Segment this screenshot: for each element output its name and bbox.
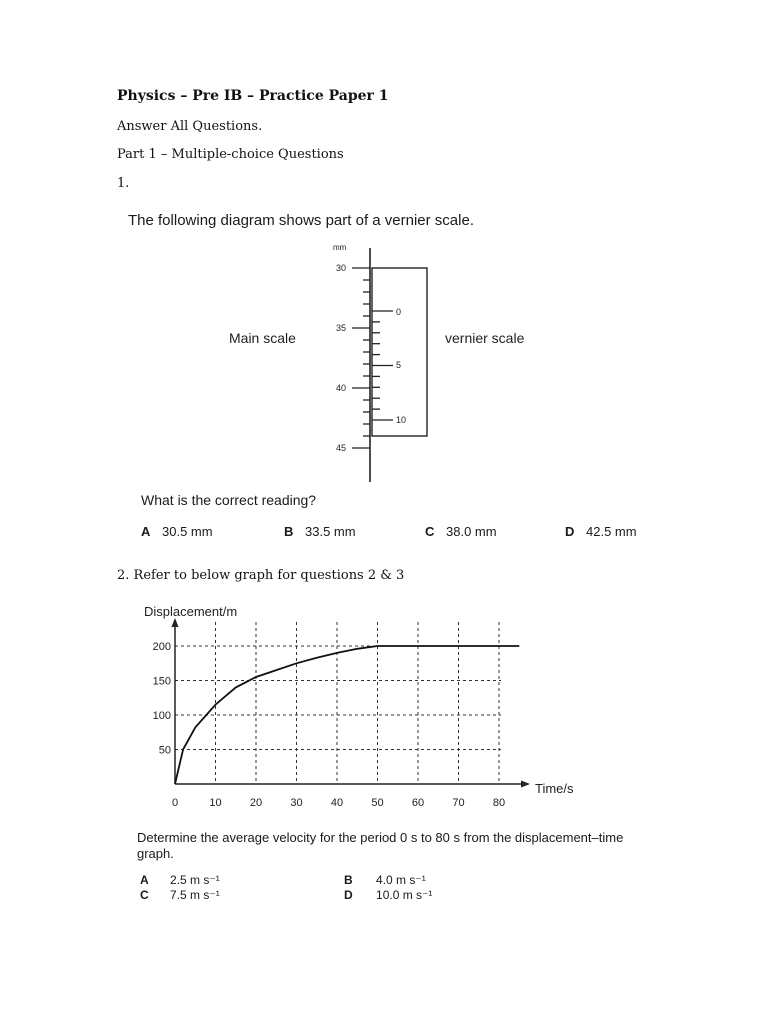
vernier-box (372, 268, 427, 436)
question-2-text-line-1: Determine the average velocity for the period 0 s to 80 s from the displacement–time (137, 830, 624, 845)
unit-label: mm (333, 243, 347, 252)
x-tick-label: 30 (290, 797, 303, 809)
q1-option-b-text: 33.5 mm (305, 524, 356, 539)
q2-option-b-text: 4.0 m s⁻¹ (376, 873, 426, 887)
y-tick-label: 100 (152, 710, 171, 722)
q2-option-b[interactable] (344, 873, 426, 887)
y-tick-label: 200 (152, 641, 171, 653)
q1-option-d-text: 42.5 mm (586, 524, 637, 539)
q2-option-d-text: 10.0 m s⁻¹ (376, 888, 433, 902)
q2-option-d-letter: D (344, 888, 353, 902)
q2-option-c-text: 7.5 m s⁻¹ (170, 888, 220, 902)
q1-option-d[interactable] (565, 524, 637, 539)
question-1-number: 1. (117, 176, 130, 191)
q1-option-d-letter: D (565, 524, 575, 539)
main-tick-label-30: 30 (336, 263, 347, 273)
question-2-intro (117, 568, 404, 583)
paper-title: Physics – Pre IB – Practice Paper 1 (117, 88, 389, 104)
main-tick-label-40: 40 (336, 383, 347, 393)
part-heading: Part 1 – Multiple-choice Questions (117, 147, 344, 162)
vernier-tick-label-0: 0 (396, 307, 402, 317)
q1-option-b-letter: B (284, 524, 294, 539)
y-axis-arrow (172, 618, 179, 627)
y-axis-label: Displacement/m (144, 604, 238, 619)
main-scale-label: Main scale (229, 330, 296, 346)
q2-option-b-letter: B (344, 873, 353, 887)
x-tick-label: 60 (411, 797, 425, 809)
q1-option-a-letter: A (141, 524, 151, 539)
q2-option-c[interactable] (140, 888, 220, 902)
question-2-text-line-2: graph. (137, 846, 174, 861)
vernier-scale-diagram (0, 0, 768, 490)
main-tick-label-35: 35 (336, 323, 347, 333)
x-tick-label: 40 (330, 797, 344, 809)
x-tick-label: 10 (209, 797, 222, 809)
q1-option-b[interactable] (284, 524, 356, 539)
x-axis-label: Time/s (535, 781, 574, 796)
x-tick-label: 20 (249, 797, 263, 809)
q1-option-c[interactable] (425, 524, 497, 539)
main-tick-label-45: 45 (336, 443, 347, 453)
q2-option-a-text: 2.5 m s⁻¹ (170, 873, 220, 887)
x-axis-arrow (521, 781, 530, 788)
x-tick-label: 0 (171, 797, 179, 809)
q2-option-a[interactable] (140, 873, 220, 887)
question-2-intro-text: Refer to below graph for questions 2 & 3 (133, 568, 405, 583)
displacement-curve (175, 646, 519, 784)
y-tick-label: 150 (152, 675, 171, 688)
q1-option-a[interactable] (141, 524, 213, 539)
x-tick-label: 50 (371, 797, 384, 809)
vernier-tick-label-5: 5 (396, 360, 402, 370)
question-1-prompt: The following diagram shows part of a vernier scale. (128, 212, 474, 229)
x-tick-label: 70 (452, 797, 465, 809)
q1-option-c-text: 38.0 mm (446, 524, 497, 539)
question-1-question: What is the correct reading? (141, 492, 317, 508)
q2-option-c-letter: C (140, 888, 149, 902)
q1-option-c-letter: C (425, 524, 435, 539)
vernier-scale-label: vernier scale (445, 330, 525, 346)
q2-option-d[interactable] (344, 888, 432, 902)
instruction-text: Answer All Questions. (117, 119, 263, 134)
vernier-tick-label-10: 10 (396, 415, 407, 425)
question-2-number: 2. (117, 568, 130, 583)
displacement-time-graph (0, 595, 768, 820)
q2-option-a-letter: A (140, 873, 149, 887)
q1-option-a-text: 30.5 mm (162, 524, 213, 539)
y-tick-label: 50 (158, 744, 171, 757)
x-tick-label: 80 (492, 797, 506, 809)
